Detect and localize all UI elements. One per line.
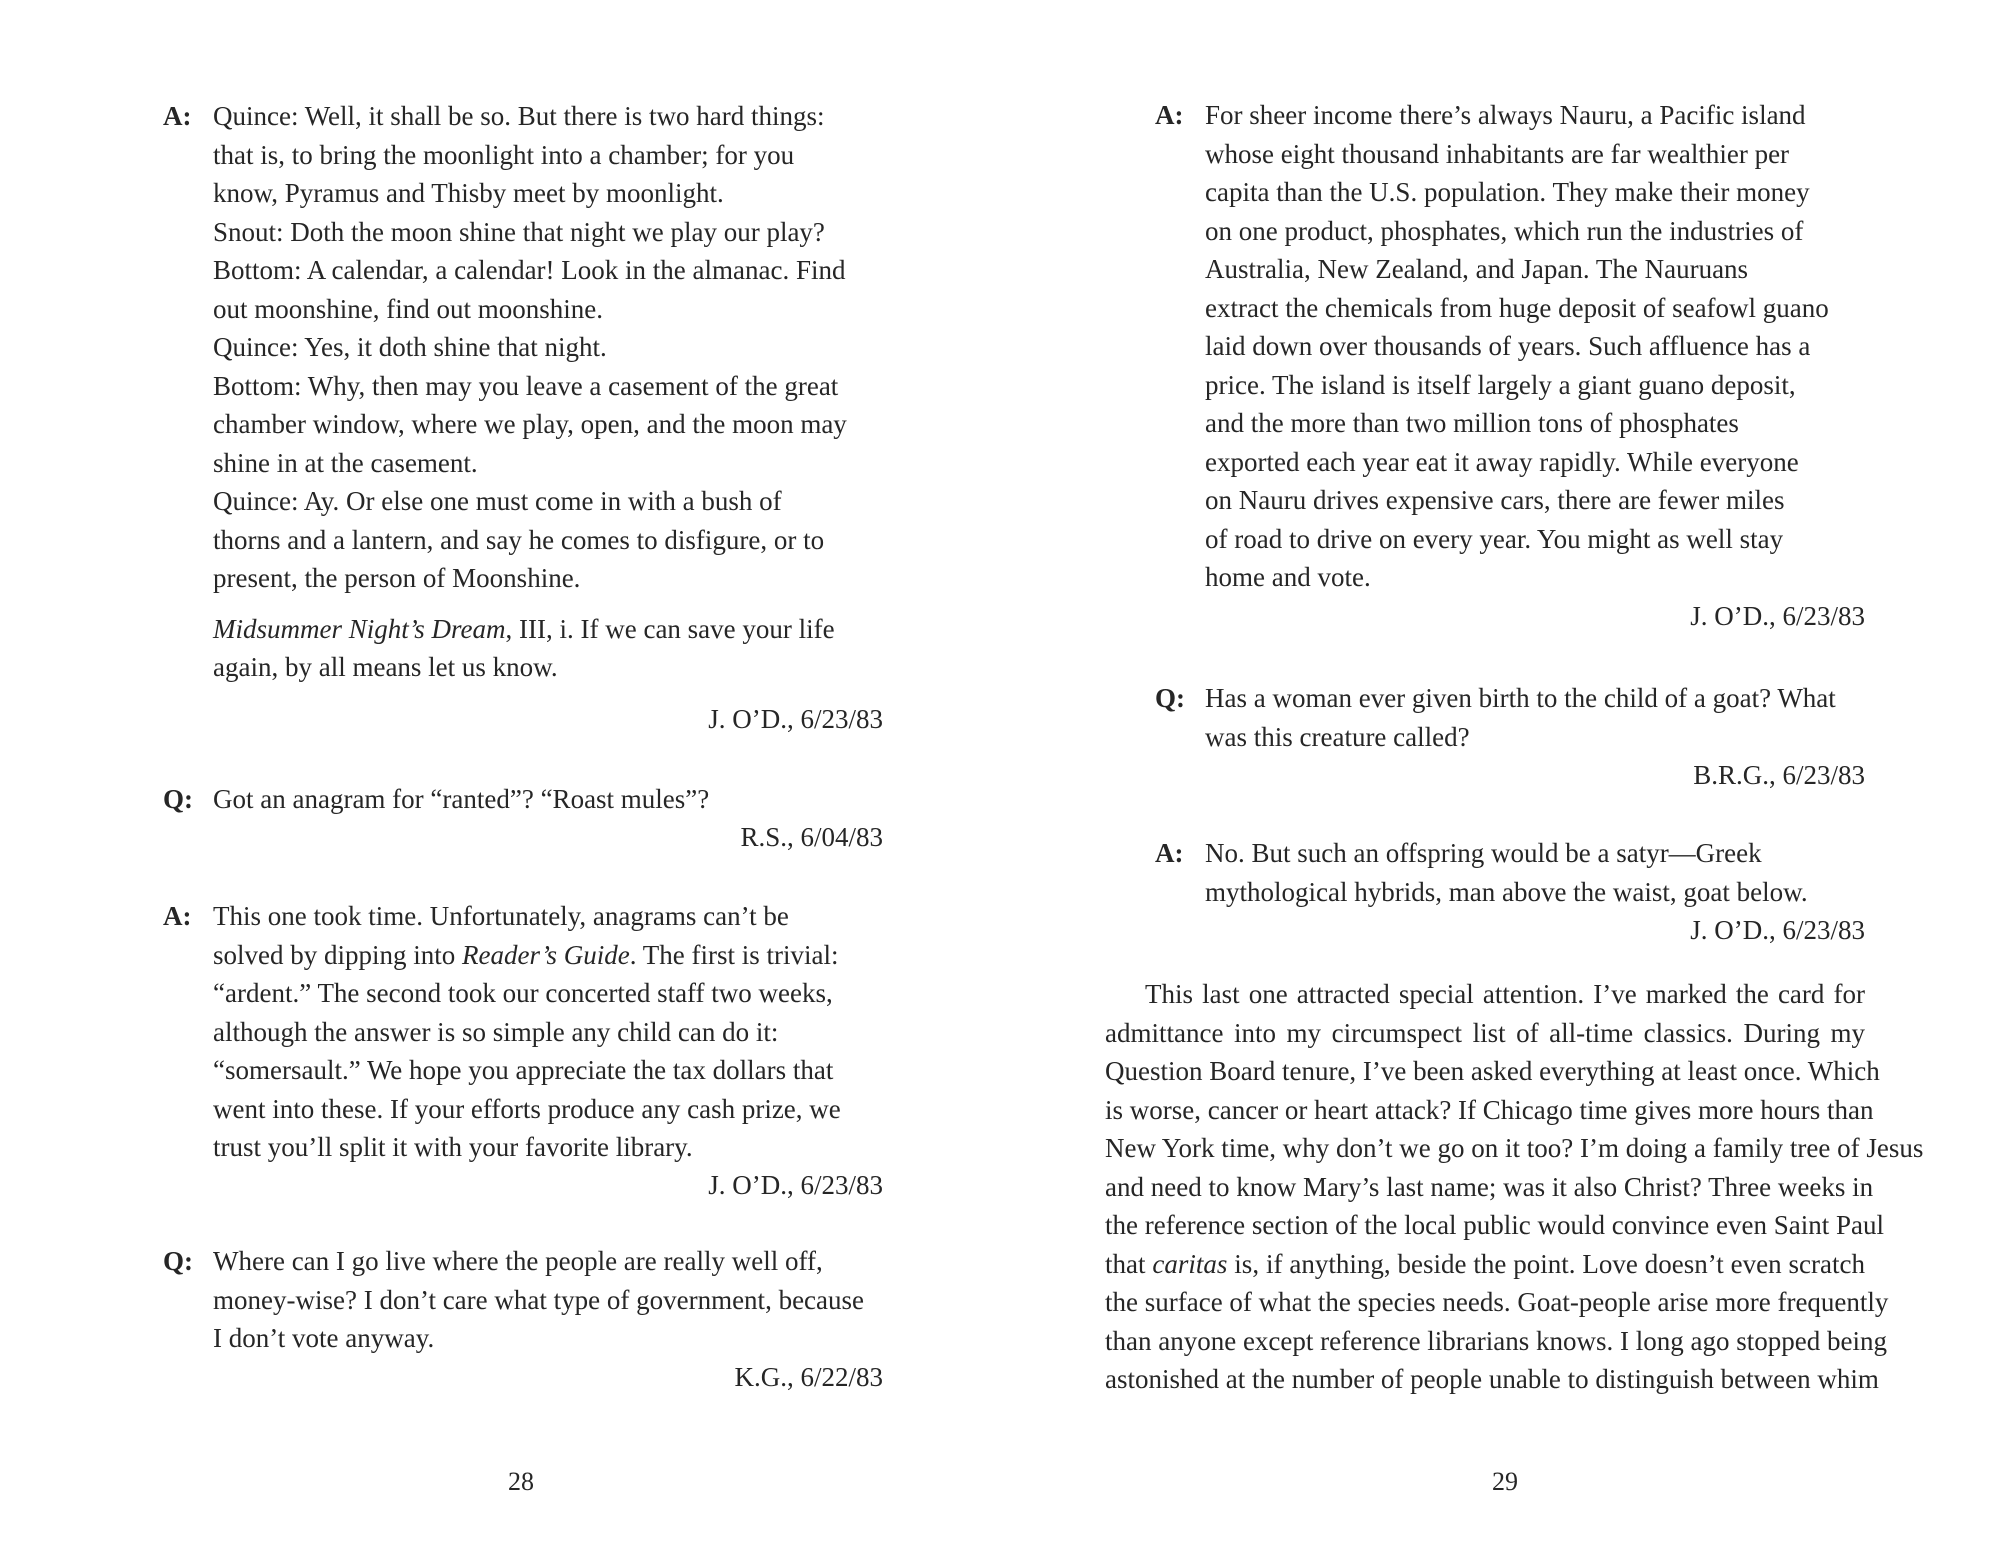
text-line: thorns and a lantern, and say he comes to disfigure, or to [213,524,825,555]
citation-title: Midsummer Night’s Dream [213,613,506,644]
paragraph-line: the surface of what the species needs. Goat-people arise more frequently [1105,1287,1889,1317]
signature: J. O’D., 6/23/83 [1690,601,1865,631]
signature: K.G., 6/22/83 [734,1362,883,1392]
entry-body [1205,834,1808,911]
citation-line: again, by all means let us know. [213,652,558,682]
citation-line [213,610,847,649]
text-line: “ardent.” The second took our concerted staff two weeks, [213,978,833,1008]
paragraph-line: Question Board tenure, I’ve been asked everything at least once. Which [1105,1056,1880,1086]
text-line: Got an anagram for “ranted”? “Roast mules”? [213,784,710,814]
entry-label: Q: [163,784,193,814]
signature: R.S., 6/04/83 [740,822,883,852]
paragraph-line: admittance into my circumspect list of all-time classics. During my [1105,1017,1865,1048]
text-line: although the answer is so simple any child can do it: [213,1016,779,1047]
paragraph-line: astonished at the number of people unable to distinguish between whim [1105,1364,1879,1394]
entry-label: A: [1155,100,1184,130]
entry-label: A: [163,901,192,931]
text-line: exported each year eat it away rapidly. While everyone [1205,446,1799,477]
entry-body [1205,679,1836,756]
entry-label: A: [163,101,192,131]
text-line: know, Pyramus and Thisby meet by moonlight. [213,178,724,208]
text-line: on one product, phosphates, which run the industries of [1205,215,1804,246]
text-line: Australia, New Zealand, and Japan. The Nauruans [1205,254,1749,284]
text-line: Bottom: Why, then may you leave a casement of the great [213,370,839,401]
text-line: Where can I go live where the people are really well off, [213,1246,823,1276]
text-line: solved by dipping into Reader’s Guide. The first is trivial: [213,939,839,970]
text-line: present, the person of Moonshine. [213,563,581,593]
text-line: home and vote. [1205,562,1371,592]
text-line: was this creature called? [1205,721,1470,752]
paragraph-line: This last one attracted special attention. I’ve marked the card for [1145,979,1865,1009]
text-line: and the more than two million tons of phosphates [1205,408,1739,438]
text-line: Quince: Yes, it doth shine that night. [213,332,607,362]
entry-label: Q: [1155,683,1185,713]
signature: J. O’D., 6/23/83 [708,704,883,734]
text-line: that is, to bring the moonlight into a chamber; for you [213,139,795,170]
text-line: Bottom: A calendar, a calendar! Look in the almanac. Find [213,255,846,285]
text-line: This one took time. Unfortunately, anagrams can’t be [213,901,789,931]
text-line: out moonshine, find out moonshine. [213,293,603,324]
paragraph-line: and need to know Mary’s last name; was it also Christ? Three weeks in [1105,1171,1874,1202]
entry-label: A: [1155,838,1184,868]
book-title: Reader’s Guide [462,939,630,970]
page-number: 29 [1492,1467,1518,1496]
paragraph-line: is worse, cancer or heart attack? If Chicago time gives more hours than [1105,1094,1874,1125]
citation-text: , III, i. If we can save your life [505,613,835,644]
paragraph-line: the reference section of the local public would convince even Saint Paul [1105,1210,1884,1240]
text-line: Quince: Ay. Or else one must come in with a bush of [213,486,782,516]
entry-body [213,897,841,1167]
text-line: chamber window, where we play, open, and the moon may [213,409,847,439]
entry-body [213,97,847,687]
text-line: on Nauru drives expensive cars, there are fewer miles [1205,485,1785,515]
text-line: extract the chemicals from huge deposit of seafowl guano [1205,292,1829,323]
text-line: Snout: Doth the moon shine that night we play our play? [213,216,825,247]
text-line: Has a woman ever given birth to the child of a goat? What [1205,683,1836,713]
text-line: of road to drive on every year. You might as well stay [1205,523,1784,554]
entry-body [1205,96,1829,597]
entry-label: Q: [163,1246,193,1276]
paragraph-line: than anyone except reference librarians knows. I long ago stopped being [1105,1325,1887,1356]
entry-body [213,1242,864,1358]
text-line: For sheer income there’s always Nauru, a Pacific island [1205,100,1806,130]
text-line: went into these. If your efforts produce any cash prize, we [213,1093,841,1124]
entry-body [213,780,709,819]
page-number: 28 [508,1467,534,1496]
text-line: I don’t vote anyway. [213,1323,435,1353]
text-line: Quince: Well, it shall be so. But there is two hard things: [213,101,825,131]
signature: J. O’D., 6/23/83 [708,1170,883,1200]
text-line: price. The island is itself largely a giant guano deposit, [1205,369,1796,400]
text-line: capita than the U.S. population. They make their money [1205,177,1810,207]
text-line: whose eight thousand inhabitants are far wealthier per [1205,138,1790,169]
paragraph-line: New York time, why don’t we go on it too? I’m doing a family tree of Jesus [1105,1133,1924,1163]
text-line: laid down over thousands of years. Such affluence has a [1205,331,1811,361]
signature: B.R.G., 6/23/83 [1693,760,1865,790]
signature: J. O’D., 6/23/83 [1690,915,1865,945]
text-line: trust you’ll split it with your favorite library. [213,1132,693,1162]
text-line: No. But such an offspring would be a satyr—Greek [1205,838,1762,868]
text-line: shine in at the casement. [213,447,478,478]
text-line: money-wise? I don’t care what type of government, because [213,1284,865,1315]
paragraph-line: that caritas is, if anything, beside the point. Love doesn’t even scratch [1105,1248,1865,1279]
text-line: “somersault.” We hope you appreciate the tax dollars that [213,1055,834,1085]
latin-term: caritas [1152,1248,1228,1279]
text-line: mythological hybrids, man above the waist, goat below. [1205,876,1808,907]
right-page [1000,0,2000,1563]
